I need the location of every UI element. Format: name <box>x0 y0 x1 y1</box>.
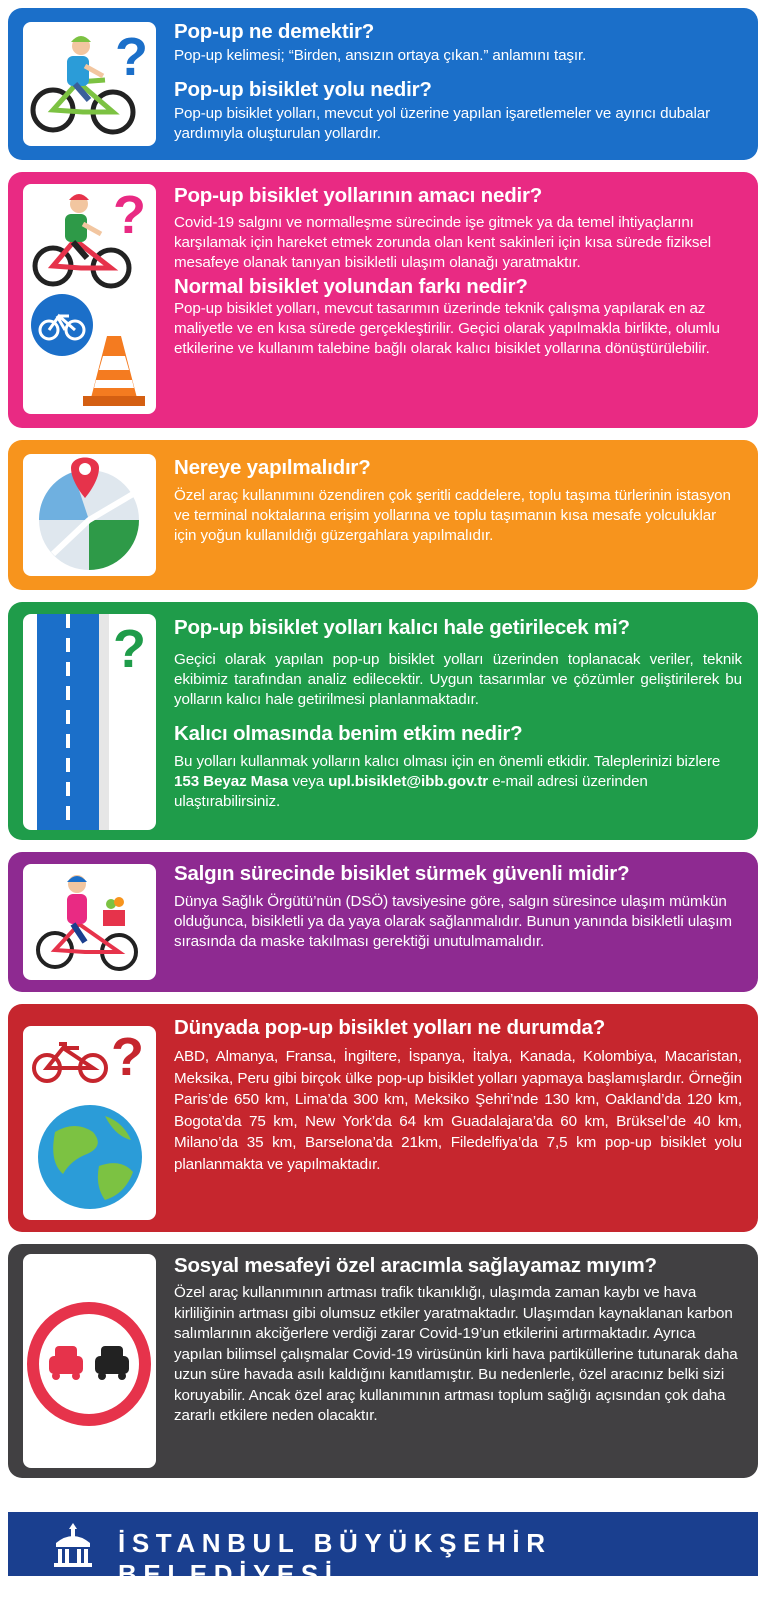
section-where <box>8 440 758 590</box>
answer-text: ABD, Almanya, Fransa, İngiltere, İspanya, İtalya, Kanada, Kolombiya, Macaristan, Meksika, Peru gibi birçok ülke pop-up bisiklet yolları yapmaya başlamışlardır. Örneğin Paris’de 650 km, Lima’da 300 km, Meksiko Şehri’nde 130 km, Oakland’da 120 km, Bogota’da 75 km, New York’da 64 km Guadalajara’da 60 km, Brüksel’de 40 km, Milano’da 35 km, Barselona’da 21km, Filedelfiya’da 7,5 km pop-up bisiklet yolu planlanmakta ve yapılmaktadır. <box>174 1048 742 1173</box>
question-mark-icon: ? <box>115 27 148 87</box>
traffic-cone-icon <box>79 332 149 410</box>
section-safety <box>8 852 758 992</box>
answer-text: Covid-19 salgını ve normalleşme sürecinde işe gitmek ya da temel ihtiyaçlarını karşılamak için hareket etmek zorunda olan kent sakinleri için kısa sürede fiziksel mesafeye olanak tanıyan bisikletli ulaşım olanağı yaratmaktır. <box>174 214 712 271</box>
map-pin-icon <box>23 454 156 576</box>
question-title: Sosyal mesafeyi özel aracımla sağlayamaz mıyım? <box>174 1254 657 1277</box>
icon-panel <box>23 1026 156 1220</box>
answer-text <box>174 752 742 812</box>
question-title: Salgın sürecinde bisiklet sürmek güvenli midir? <box>174 862 630 885</box>
footer-banner <box>8 1512 758 1589</box>
question-mark-icon: ? <box>113 619 146 679</box>
icon-panel <box>23 22 156 146</box>
phone-line: 153 Beyaz Masa <box>174 773 289 790</box>
icon-panel <box>23 1254 156 1468</box>
ibb-logo-icon <box>50 1519 96 1569</box>
section-popup-meaning <box>8 8 758 160</box>
question-title: Pop-up ne demektir? <box>174 20 375 43</box>
icon-panel <box>23 864 156 980</box>
globe-icon <box>35 1102 145 1212</box>
section-popup-purpose <box>8 172 758 428</box>
email-address[interactable]: upl.bisiklet@ibb.gov.tr <box>328 773 489 790</box>
question-mark-icon: ? <box>111 1027 144 1087</box>
answer-text: Özel araç kullanımının artması trafik tıkanıklığı, ulaşımda zaman kaybı ve hava kirliliğinin artması gibi olumsuz etkiler yaratmaktadır. Ulaşımdan kaynaklanan karbon salımlarının akciğerlere verdiği zarar Covid-19’un etkilerini artırmaktadır. Ayrıca yapılan bilimsel çalışmalar Covid-19 virüsünün kirli hava partiküllerine tutunarak daha uzun süre havada asılı kaldığını kanıtlamıştır. Bu nedenlerle, özel aracınız belki sizi koruyabilir. Ancak özel araç kullanımının artması toplum sağlığı açısından çok daha zararlı etkilere neden olacaktır. <box>174 1284 738 1424</box>
answer-text: Özel araç kullanımını özendiren çok şeritli caddelere, toplu taşıma türlerinin istasyon ve terminal noktalarına erişim yollarına ve toplu taşımanın kısa mesafe yolculuklar için yoğun kullanıldığı güzergahlara yapılmalıdır. <box>174 487 731 544</box>
answer-text: Pop-up bisiklet yolları, mevcut yol üzerine yapılan işaretlemeler ve ayırıcı dubalar yardımıyla oluşturulan yollardır. <box>174 105 711 142</box>
question-title: Dünyada pop-up bisiklet yolları ne durumda? <box>174 1016 606 1039</box>
answer-text-part: e-mail adresi üzerinden ulaştırabilirsiniz. <box>174 773 648 810</box>
icon-panel <box>23 454 156 576</box>
section-private-car <box>8 1244 758 1478</box>
organization-name: İSTANBUL BÜYÜKŞEHİR BELEDİYESİ <box>118 1528 552 1589</box>
question-title: Normal bisiklet yolundan farkı nedir? <box>174 275 528 298</box>
answer-text: Dünya Sağlık Örgütü’nün (DSÖ) tavsiyesine göre, salgın süresince ulaşım mümkün olduğunca, bisikletli ya da yaya olarak sağlanmalıdır. Bunun yanında bisikletli ulaşım sırasında da maske takılması gerektiği unutulmamalıdır. <box>174 893 732 950</box>
question-title: Kalıcı olmasında benim etkim nedir? <box>174 722 523 745</box>
bicycle-icon <box>31 1036 111 1086</box>
question-title: Pop-up bisiklet yolu nedir? <box>174 78 432 101</box>
answer-text: Pop-up bisiklet yolları, mevcut tasarımın üzerinde teknik çalışma yapılarak en az maliyetle ve en kısa sürede gerçekleştirilir. Geçici olarak yapılmakla birlikte, olumlu etkilerine ve kullanım talebine bağlı olarak kalıcı bisiklet yollarına dönüştürülebilir. <box>174 300 720 357</box>
answer-text: Geçici olarak yapılan pop-up bisiklet yolları üzerinden toplanacak veriler, teknik ekibimiz tarafından analiz edilecektir. Uygun tasarımlar ve çözümler geliştirilerek bu yolların kalıcı hale getirilmesi planlanmaktadır. <box>174 651 742 708</box>
question-title: Nereye yapılmalıdır? <box>174 456 371 479</box>
question-mark-icon: ? <box>113 185 146 245</box>
answer-text-part: veya <box>288 773 329 790</box>
question-title: Pop-up bisiklet yollarının amacı nedir? <box>174 184 543 207</box>
question-title: Pop-up bisiklet yolları kalıcı hale getirilecek mi? <box>174 616 630 639</box>
icon-panel <box>23 614 156 830</box>
section-permanent <box>8 602 758 840</box>
no-overtaking-sign-icon <box>23 1254 156 1468</box>
woman-cyclist-icon <box>23 864 156 980</box>
answer-text-part: Bu yolları kullanmak yolların kalıcı olması için en önemli etkidir. Taleplerinizi bizlere <box>174 753 721 770</box>
section-world <box>8 1004 758 1232</box>
icon-panel <box>23 184 156 414</box>
answer-text: Pop-up kelimesi; “Birden, ansızın ortaya çıkan.” anlamını taşır. <box>174 47 587 64</box>
